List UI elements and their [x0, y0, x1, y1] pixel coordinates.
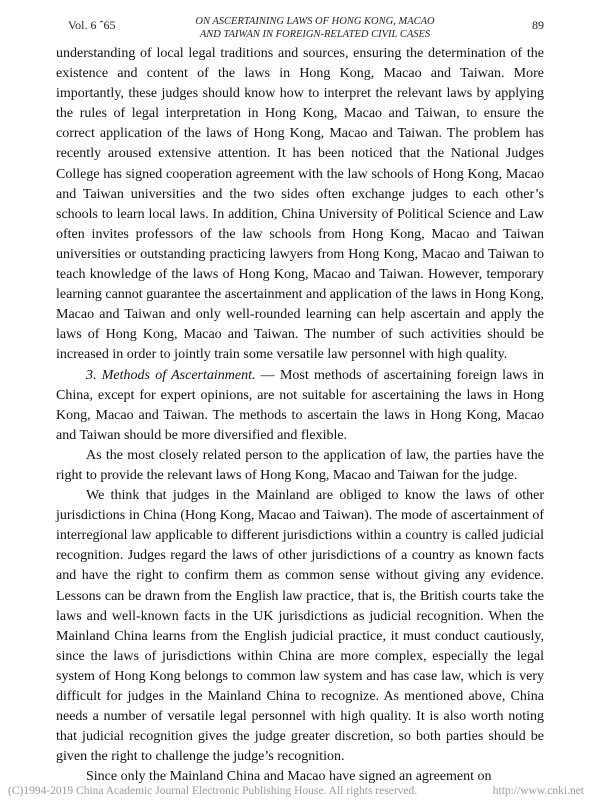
- paragraph-continued: understanding of local legal traditions and sources, ensuring the determination of the existence and content of the laws in Hong Kong, Macao and Taiwan. More importantly, these judges should know how to interpret the relevant laws by applying the rules of legal interpretation in Hong Kong, Macao and Taiwan, to ensure the correct application of the laws of Hong Kong, Macao and Taiwan. The problem has recently aroused extensive attention. It has been noticed that the National Judges College has signed cooperation agreement with the law schools of Hong Kong, Macao and Taiwan universities and the two sides often exchange judges to each other’s schools to learn local laws. In addition, China University of Political Science and Law often invites professors of the law schools from Hong Kong, Macao and Taiwan universities or outstanding practicing lawyers from Hong Kong, Macao and Taiwan to teach knowledge of the laws of Hong Kong, Macao and Taiwan. However, temporary learning cannot guarantee the ascertainment and application of the laws in Hong Kong, Macao and Taiwan and only well-rounded learning can help ascertain and apply the laws of Hong Kong, Macao and Taiwan. The number of such activities should be increased in order to jointly train some versatile law personnel with high quality.: [56, 46, 544, 363]
- article-body: [56, 44, 544, 787]
- copyright-footer: [8, 785, 592, 797]
- running-title: [150, 15, 480, 41]
- publisher-url[interactable]: http://www.cnki.net: [492, 785, 584, 797]
- running-title-line-1: ON ASCERTAINING LAWS OF HONG KONG, MACAO: [195, 16, 435, 27]
- paragraph-judicial-recognition: We think that judges in the Mainland are obliged to know the laws of other jurisdictions in China (Hong Kong, Macao and Taiwan). The mode of ascertainment of interregional law applicable to different jurisdictions within a country is called judicial recognition. Judges regard the laws of other jurisdictions of a country as known facts and have the right to confirm them as common sense without giving any evidence. Lessons can be drawn from the English law practice, that is, the British courts take the laws and well-known facts in the UK jurisdictions as judicial recognition. When the Mainland China learns from the English judicial practice, it must conduct cautiously, since the laws of jurisdictions within China are more complex, especially the legal system of Hong Kong belongs to common law system and has case law, which is very difficult for judges in the Mainland China to recognize. As mentioned above, China needs a number of versatile legal personnel with high quality. It is also worth noting that judicial recognition gives the judge greater discretion, so both parties should be given the right to challenge the judge’s recognition.: [56, 488, 544, 765]
- paragraph-parties: As the most closely related person to the application of law, the parties have the right to provide the relevant laws of Hong Kong, Macao and Taiwan for the judge.: [56, 447, 544, 483]
- paragraph-agreement: Since only the Mainland China and Macao have signed an agreement on: [86, 769, 492, 785]
- paragraph-methods: [56, 366, 544, 446]
- running-title-line-2: AND TAIWAN IN FOREIGN-RELATED CIVIL CASES: [199, 29, 431, 40]
- paragraph-methods-text: — Most methods of ascertaining foreign laws in China, except for expert opinions, are not suitable for ascertaining the laws in Hong Kong, Macao and Taiwan. The methods to ascertain the laws in Hong Kong, Macao and Taiwan should be more diversified and flexible.: [56, 367, 544, 443]
- volume-label: Vol. 6 ˆ65: [68, 18, 116, 32]
- copyright-text: (C)1994-2019 China Academic Journal Electronic Publishing House. All rights reserved.: [8, 785, 418, 797]
- section-heading: 3. Methods of Ascertainment.: [86, 367, 256, 383]
- page-number: 89: [532, 18, 544, 32]
